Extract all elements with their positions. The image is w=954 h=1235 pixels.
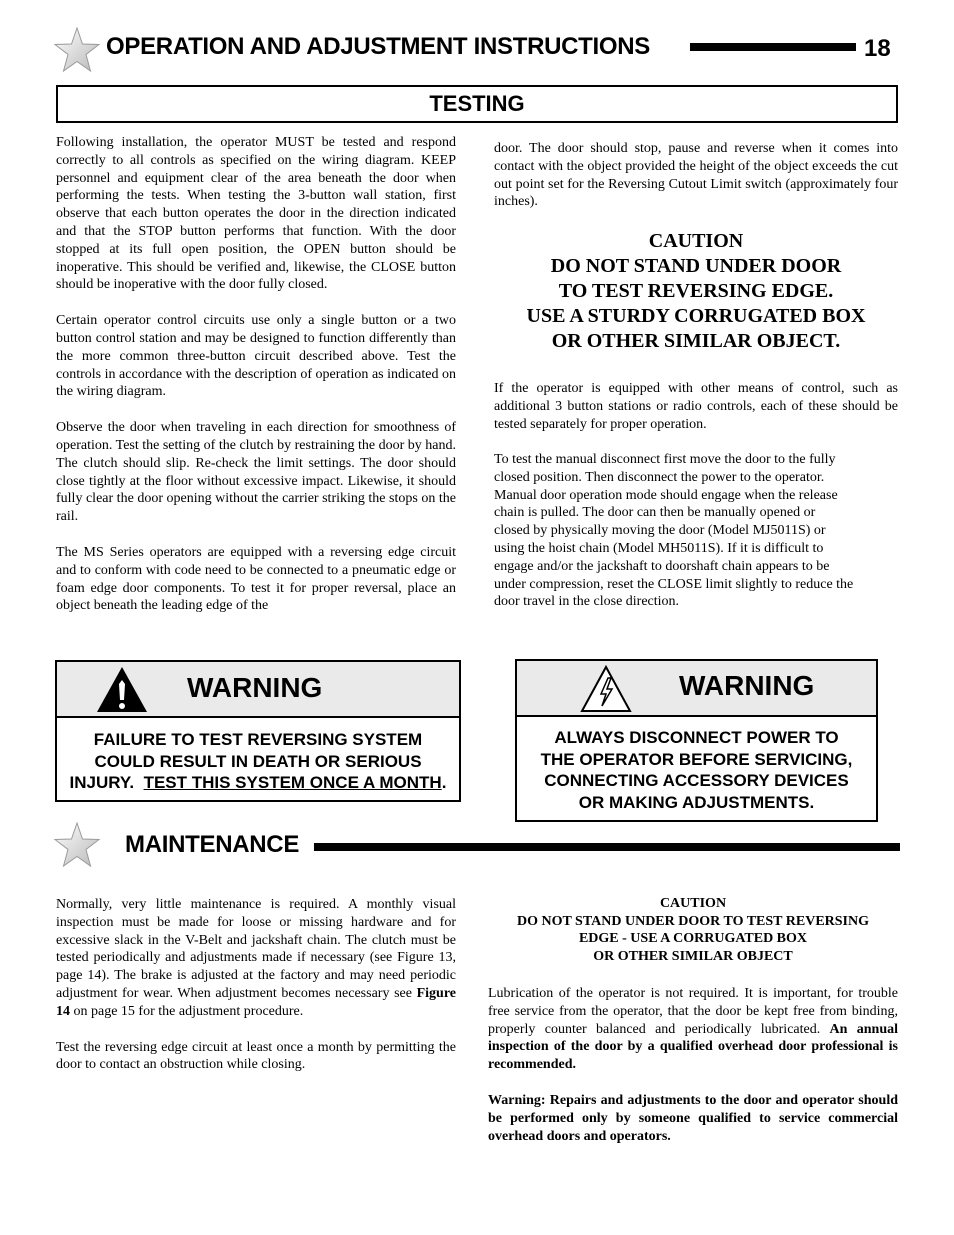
testing-paragraph: Following installation, the operator MUST be tested and respond correctly to all controls as specified on the wiring diagram. KEEP personnel and equipment clear of the area beneath the door when performing the tests. When testing the 3-button wall station, first observe that each button operates the door in the direction indicated and that the STOP button performs that function. With the door stopped at its full open position, the OPEN button should be inoperative. This should be verified and, likewise, the CLOSE button should be inoperative with the door fully closed. (56, 135, 456, 293)
page-number: 18 (864, 35, 891, 62)
warning-body-left (57, 718, 459, 794)
caution-line: CAUTION (659, 896, 727, 911)
text-line: closed position. Then disconnect the power to the operator. (494, 469, 825, 485)
header-rule (690, 43, 856, 51)
warning-line: COULD RESULT IN DEATH OR SERIOUS (94, 751, 422, 771)
text-line: under compression, reset the CLOSE limit slightly to reduce the (494, 576, 854, 592)
figure-reference: Figure 14 (56, 985, 456, 1019)
maintenance-caution-block (488, 895, 898, 965)
testing-right-paragraph-3 (494, 451, 898, 611)
warning-body-right (517, 717, 876, 813)
warning-text: . (441, 773, 447, 792)
star-icon (53, 822, 101, 868)
warning-line: OR MAKING ADJUSTMENTS. (578, 792, 815, 812)
testing-paragraph: Observe the door when traveling in each direction for smoothness of operation. Test the setting of the clutch by restraining the door by hand. The clutch should slip. Re-check the limit settings. The door should close tightly at the floor without excessive impact. Likewise, it should fully clear the door opening without the carrier striking the stops on the rail. (56, 420, 456, 525)
exclamation-warning-icon (95, 665, 149, 714)
testing-paragraph: Certain operator control circuits use only a single button or a two button control station and may be designed to function differently than the more common three-button circuit described above. Test the controls in accordance with the description of operation as indicated on the wiring diagram. (56, 313, 456, 400)
text-line: closed by physically moving the door (Model MJ5011S) or (494, 523, 826, 539)
maintenance-paragraph (56, 896, 456, 1021)
testing-right-paragraph-2: If the operator is equipped with other means of control, such as additional 3 button stations or radio controls, each of these should be tested separately for proper operation. (494, 381, 898, 432)
warning-line: THE OPERATOR BEFORE SERVICING, (540, 749, 853, 769)
text-line: Manual door operation mode should engage when the release (494, 487, 838, 503)
text-line: using the hoist chain (Model MH5011S). If it is difficult to (494, 540, 824, 556)
caution-line: DO NOT STAND UNDER DOOR TO TEST REVERSING (516, 913, 870, 929)
testing-paragraph: The MS Series operators are equipped with a reversing edge circuit and to conform with code need to be connected to a pneumatic edge or foam edge door components. To test it for proper reversal, place an object beneath the leading edge of the (56, 544, 456, 614)
maintenance-heading: MAINTENANCE (125, 831, 300, 858)
caution-line: DO NOT STAND UNDER DOOR (550, 255, 842, 277)
warning-line: ALWAYS DISCONNECT POWER TO (554, 728, 839, 747)
warning-text: INJURY. (69, 773, 144, 792)
warning-line-3 (57, 772, 459, 794)
warning-header-left (57, 662, 459, 718)
caution-line: USE A STURDY CORRUGATED BOX (526, 305, 866, 327)
text-line: chain is pulled. The door can then be manually opened or (494, 505, 816, 521)
text-line: To test the manual disconnect first move the door to the fully (494, 452, 836, 467)
warning-title-right: WARNING (679, 670, 815, 701)
maintenance-paragraph: Test the reversing edge circuit at least once a month by permitting the door to contact an obstruction while closing. (56, 1039, 456, 1073)
warning-emphasis: TEST THIS SYSTEM ONCE A MONTH (143, 773, 442, 792)
maintenance-paragraph (488, 985, 898, 1074)
maintenance-rule (314, 843, 900, 851)
caution-line: CAUTION (648, 230, 744, 252)
emphasis-text: Warning: Repairs and adjustments to the door and operator should be performed only by someone qualified to service commercial overhead doors and operators. (488, 1092, 898, 1144)
warning-header-right (517, 661, 876, 717)
text-line: engage and/or the jackshaft to doorshaft chain appears to be (494, 558, 830, 574)
caution-line: OR OTHER SIMILAR OBJECT (593, 948, 793, 964)
warning-title-left: WARNING (187, 672, 323, 703)
caution-line: OR OTHER SIMILAR OBJECT. (551, 330, 841, 352)
warning-box-left (55, 660, 461, 802)
testing-left-column (56, 134, 456, 633)
maintenance-warning-paragraph (488, 1092, 898, 1145)
emphasis-text: An annual inspection of the door by a qualified overhead door professional is recommended. (488, 1021, 898, 1073)
caution-line: TO TEST REVERSING EDGE. (558, 280, 834, 302)
page-title: OPERATION AND ADJUSTMENT INSTRUCTIONS (106, 33, 651, 60)
text-run: Normally, very little maintenance is required. A monthly visual inspection must be made for loose or missing hardware and for excessive slack in the V-Belt and jackshaft chain. The clutch must be tested periodically and adjustments made if necessary (see Figure 13, page 14). The brake is adjusted at the factory and may need periodic adjustment for wear. When adjustment becomes necessary see (56, 897, 456, 1001)
warning-box-right (515, 659, 878, 822)
testing-caution-block (494, 229, 898, 354)
text-run: Lubrication of the operator is not required. It is important, for trouble free service from the operator, that the door be kept free from binding, properly counter balanced and periodically lubricated. (488, 986, 898, 1037)
text-run: on page 15 for the adjustment procedure. (70, 1003, 304, 1019)
warning-line: CONNECTING ACCESSORY DEVICES (544, 771, 849, 790)
caution-line: EDGE - USE A CORRUGATED BOX (578, 931, 808, 946)
maintenance-left-column (56, 896, 456, 1092)
maintenance-right-column (488, 985, 898, 1163)
star-icon (53, 27, 101, 73)
testing-heading: TESTING (429, 91, 525, 116)
testing-right-paragraph-1: door. The door should stop, pause and reverse when it comes into contact with the object provided the height of the object exceeds the cut out point set for the Reversing Cutout Limit switch (approximately four inches). (494, 141, 898, 210)
testing-heading-box (56, 85, 898, 123)
warning-line: FAILURE TO TEST REVERSING SYSTEM (93, 730, 423, 749)
text-line: door travel in the close direction. (494, 594, 680, 610)
electric-shock-warning-icon (579, 664, 633, 714)
